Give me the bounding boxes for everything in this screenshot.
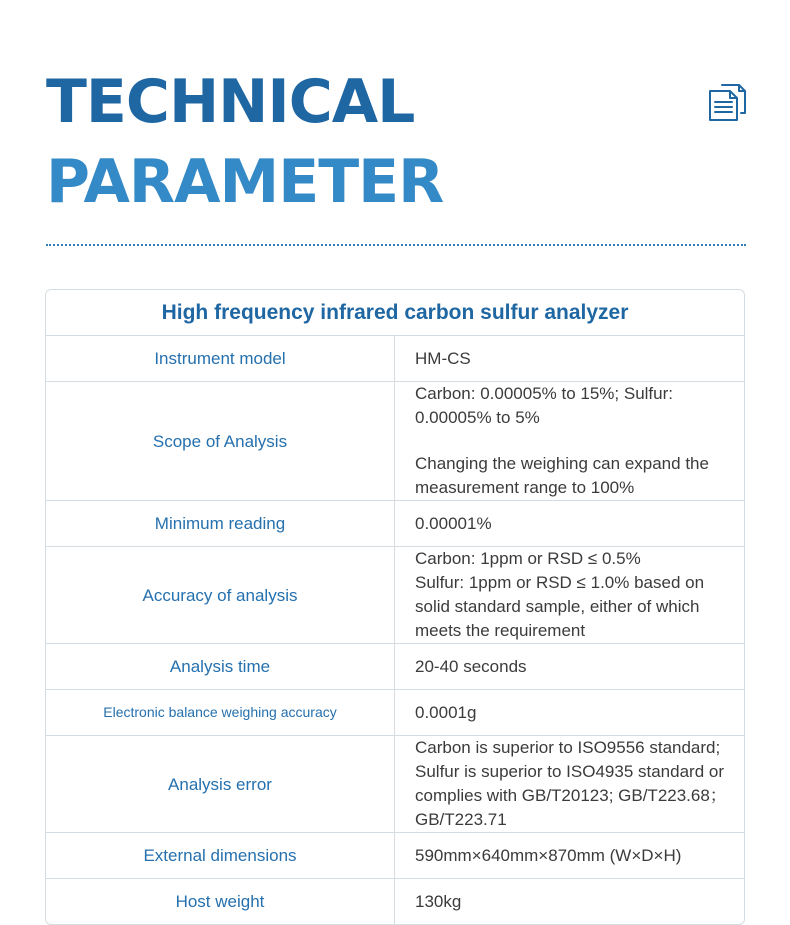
table-row [46, 335, 744, 381]
value-line: Sulfur is superior to ISO4935 standard or complies with GB/T20123; GB/T223.68；GB/T223.71 [415, 762, 727, 829]
value-line: Changing the weighing can expand the measurement range to 100% [415, 454, 709, 497]
row-value-instrument-model [395, 335, 744, 381]
row-value-minimum-reading [395, 500, 744, 546]
row-label-scope-of-analysis: Scope of Analysis [46, 381, 395, 500]
table-row [46, 381, 744, 500]
value-line: 0.0001g [415, 702, 477, 722]
value-line: Carbon: 1ppm or RSD ≤ 0.5% [415, 549, 641, 568]
value-line: Carbon: 0.00005% to 15%; Sulfur: 0.00005% to 5% [415, 384, 673, 427]
row-value-scope-of-analysis [395, 381, 744, 500]
page-title-line-2: PARAMETER [46, 147, 444, 217]
table-row [46, 878, 744, 924]
value-line: Carbon is superior to ISO9556 standard; [415, 738, 721, 757]
table-row [46, 832, 744, 878]
row-label-accuracy-of-analysis: Accuracy of analysis [46, 546, 395, 643]
document-icon [706, 80, 748, 122]
value-line: HM-CS [415, 348, 471, 368]
table-row [46, 689, 744, 735]
row-value-balance-accuracy [395, 689, 744, 735]
row-label-minimum-reading: Minimum reading [46, 500, 395, 546]
table-title: High frequency infrared carbon sulfur analyzer [161, 300, 629, 324]
value-line: Sulfur: 1ppm or RSD ≤ 1.0% based on solid standard sample, either of which meets the requirement [415, 573, 705, 640]
value-line: 590mm×640mm×870mm (W×D×H) [415, 845, 682, 865]
row-label-analysis-error: Analysis error [46, 735, 395, 832]
value-line: 0.00001% [415, 513, 492, 533]
table-row [46, 643, 744, 689]
dotted-divider [46, 244, 746, 246]
row-value-analysis-time [395, 643, 744, 689]
row-value-host-weight [395, 878, 744, 924]
value-line: 20-40 seconds [415, 656, 527, 676]
table-row [46, 500, 744, 546]
row-label-analysis-time: Analysis time [46, 643, 395, 689]
row-value-external-dimensions [395, 832, 744, 878]
row-label-instrument-model: Instrument model [46, 335, 395, 381]
table-row [46, 735, 744, 832]
row-label-host-weight: Host weight [46, 878, 395, 924]
value-line: 130kg [415, 891, 462, 911]
row-label-external-dimensions: External dimensions [46, 832, 395, 878]
table-title-row [46, 290, 744, 335]
spec-table [45, 289, 745, 925]
row-label-balance-accuracy: Electronic balance weighing accuracy [46, 689, 395, 735]
page-title-line-1: TECHNICAL [46, 67, 415, 137]
row-value-analysis-error [395, 735, 744, 832]
row-value-accuracy-of-analysis [395, 546, 744, 643]
table-row [46, 546, 744, 643]
